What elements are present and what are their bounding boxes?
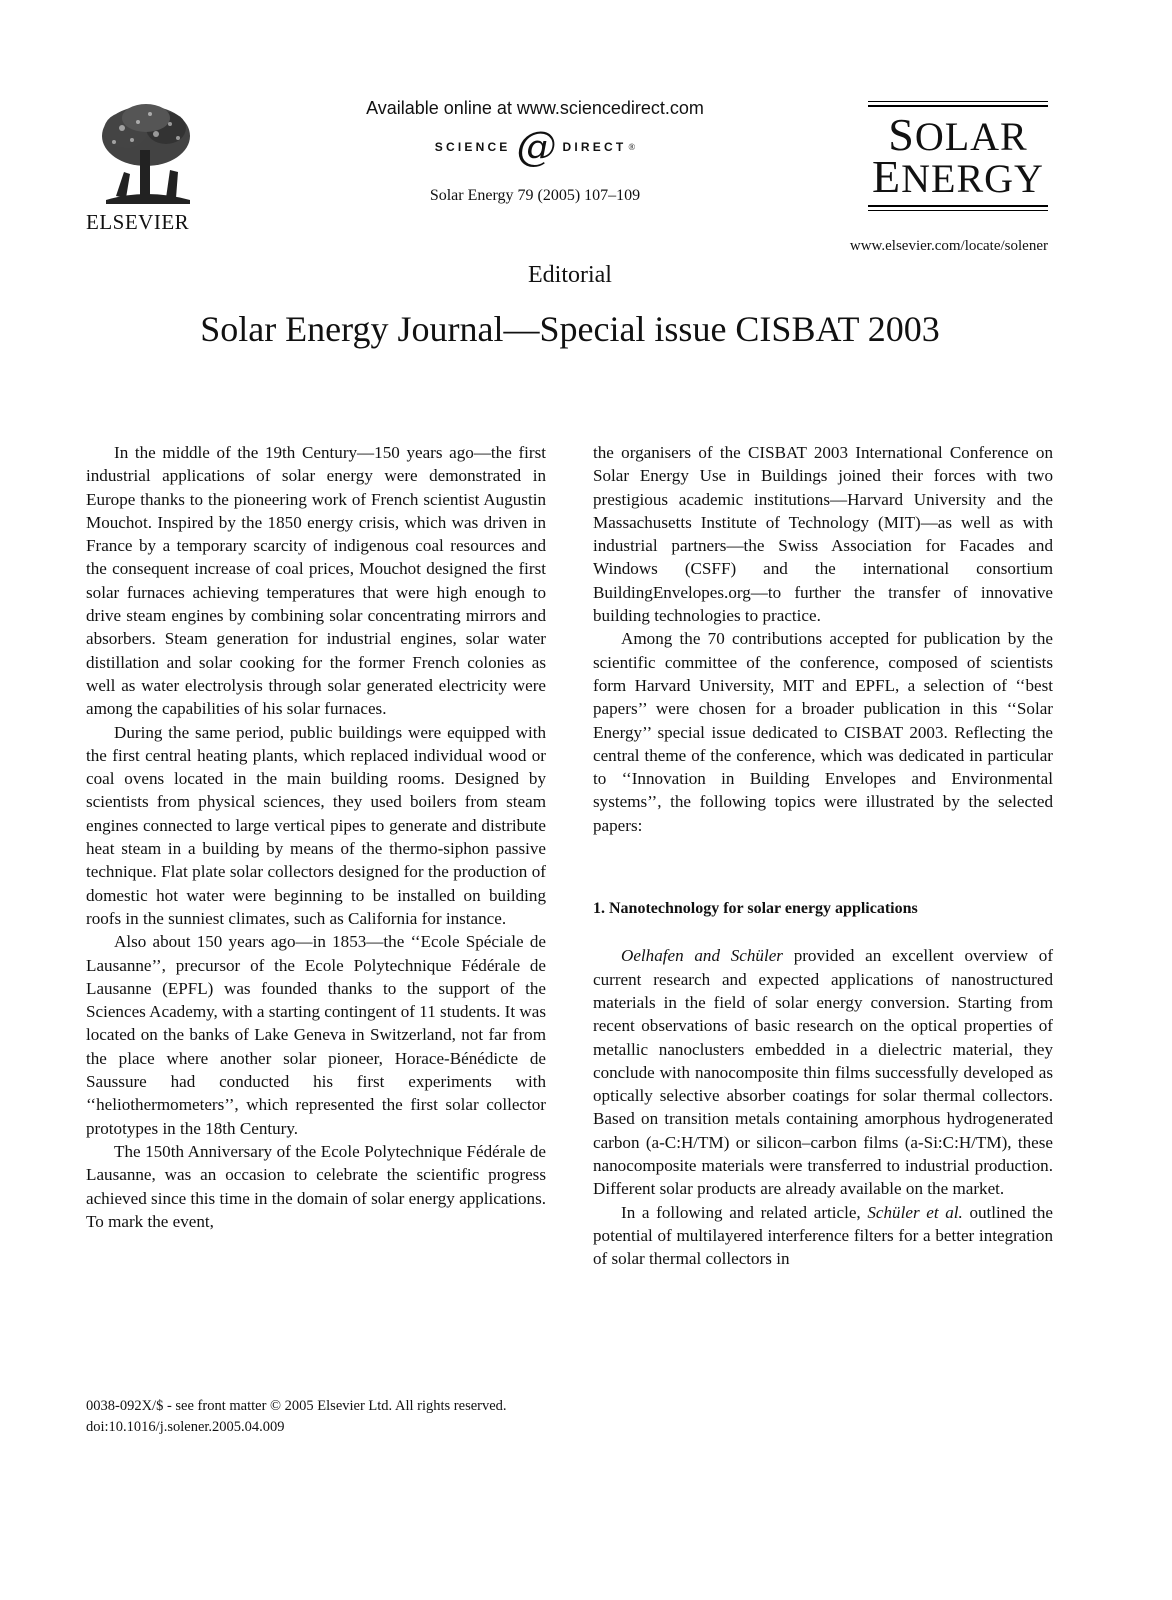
article-title: Solar Energy Journal—Special issue CISBAT 2003 (200, 309, 940, 349)
paragraph: During the same period, public buildings were equipped with the first central heating plants, which replaced individual wood or coal ovens located in the main building rooms. Designed by scientists from physical sciences, they used boilers from steam engines connected to large vertical pipes to generate and distribute heat steam in a building by means of the thermo-siphon passive technique. Flat plate solar collectors designed for the production of domestic hot water were beginning to be installed on building roofs in the sunniest climates, such as California for instance. (86, 722, 546, 928)
doi-line[interactable]: doi:10.1016/j.solener.2005.04.009 (86, 1419, 285, 1435)
logo-rule-top (868, 101, 1048, 107)
paragraph: Oelhafen and Schüler provided an excellent overview of current research and expected applications of nanostructured materials in the field of solar energy conversion. Starting from recent observations of basic research on the optical properties of metallic nanoclusters embedded in a dielectric material, they conclude with nanocomposite thin films successfully developed as optically selective absorber coatings for solar thermal collectors. Based on transition metals containing amorphous hydrogenerated carbon (a-C:H/TM) or silicon–carbon films (a-Si:C:H/TM), these nanocomposite materials were transferred to industrial production. Different solar products are already available on the market. (593, 946, 1054, 1199)
available-online: Available online at www.sciencedirect.com (366, 98, 704, 118)
journal-url[interactable]: www.elsevier.com/locate/solener (849, 238, 1048, 254)
sciencedirect-logo (330, 124, 740, 170)
column-left (86, 441, 546, 1233)
logo-line-2: ENERGY (872, 151, 1044, 202)
paragraph: Among the 70 contributions accepted for publication by the scientific committee of the conference, composed of scientists form Harvard University, MIT and EPFL, a selection of ‘‘best papers’’ were chosen for a broader publication in this ‘‘Solar Energy’’ special issue dedicated to CISBAT 2003. Reflecting the central theme of the conference, which was dedicated in particular to ‘‘Innovation in Building Envelopes and Environmental systems’’, the following topics were illustrated by the selected papers: (593, 629, 1053, 835)
footer (86, 1396, 507, 1438)
article-type: Editorial (528, 262, 612, 288)
publisher-name: ELSEVIER (86, 210, 190, 234)
paragraph: In a following and related article, Schüler et al. outlined the potential of multilayered interference filters for a better integration of solar thermal collectors in (593, 1202, 1054, 1269)
paragraph: In the middle of the 19th Century—150 years ago—the first industrial applications of solar energy were demonstrated in Europe thanks to the pioneering work of French scientist Augustin Mouchot. Inspired by the 1850 energy crisis, which was driven in France by a temporary scarcity of indigenous coal resources and the consequent increase of coal prices, Mouchot designed the first solar furnaces achieving temperatures that were high enough to drive steam engines by combining solar concentrating mirrors and absorbers. Steam generation for industrial engines, solar water distillation and solar cooking for the former French colonies as well as water electrolysis through solar generated electricity were among the capabilities of his solar furnaces. (86, 443, 546, 719)
paragraph: the organisers of the CISBAT 2003 International Conference on Solar Energy Use in Buildings joined their forces with two prestigious academic institutions—Harvard University and the Massachusetts Institute of Technology (MIT)—as well as with industrial partners—the Swiss Association for Facades and Windows (CSFF) and the international consortium BuildingEnvelopes.org—to further the transfer of innovative building technologies to practice. (593, 443, 1053, 626)
sd-at-icon: @ (516, 124, 557, 170)
sd-reg: ® (628, 142, 636, 152)
elsevier-logo (86, 100, 206, 235)
paragraph: The 150th Anniversary of the Ecole Polytechnique Fédérale de Lausanne, was an occasion to celebrate the scientific progress achieved since this time in the domain of solar energy applications. To mark the event, (86, 1141, 546, 1231)
sd-right: DIRECT (562, 140, 627, 154)
sd-left: SCIENCE (434, 140, 511, 154)
journal-reference: Solar Energy 79 (2005) 107–109 (429, 187, 641, 204)
author-names: Schüler et al. (867, 1202, 963, 1222)
section-heading: 1. Nanotechnology for solar energy applications (593, 900, 918, 918)
logo-rule-bottom (868, 205, 1048, 211)
paragraph: Also about 150 years ago—in 1853—the ‘‘Ecole Spéciale de Lausanne’’, precursor of the Ecole Polytechnique Fédérale de Lausanne (EPFL) was founded thanks to the support of the Sciences Academy, with a starting contingent of 11 students. It was located on the banks of Lake Geneva in Switzerland, not far from the place where another solar pioneer, Horace-Bénédicte de Saussure had conducted his first experiments with ‘‘heliothermometers’’, which represented the first solar collector prototypes in the 18th Century. (86, 932, 546, 1138)
journal-logo (868, 101, 1048, 211)
column-right (593, 441, 1053, 1271)
copyright-line: 0038-092X/$ - see front matter © 2005 Elsevier Ltd. All rights reserved. (86, 1398, 507, 1414)
elsevier-tree-icon (86, 100, 206, 208)
author-names: Oelhafen and Schüler (621, 946, 783, 966)
center-header (330, 98, 740, 205)
logo-line-1: SOLAR (888, 109, 1028, 160)
